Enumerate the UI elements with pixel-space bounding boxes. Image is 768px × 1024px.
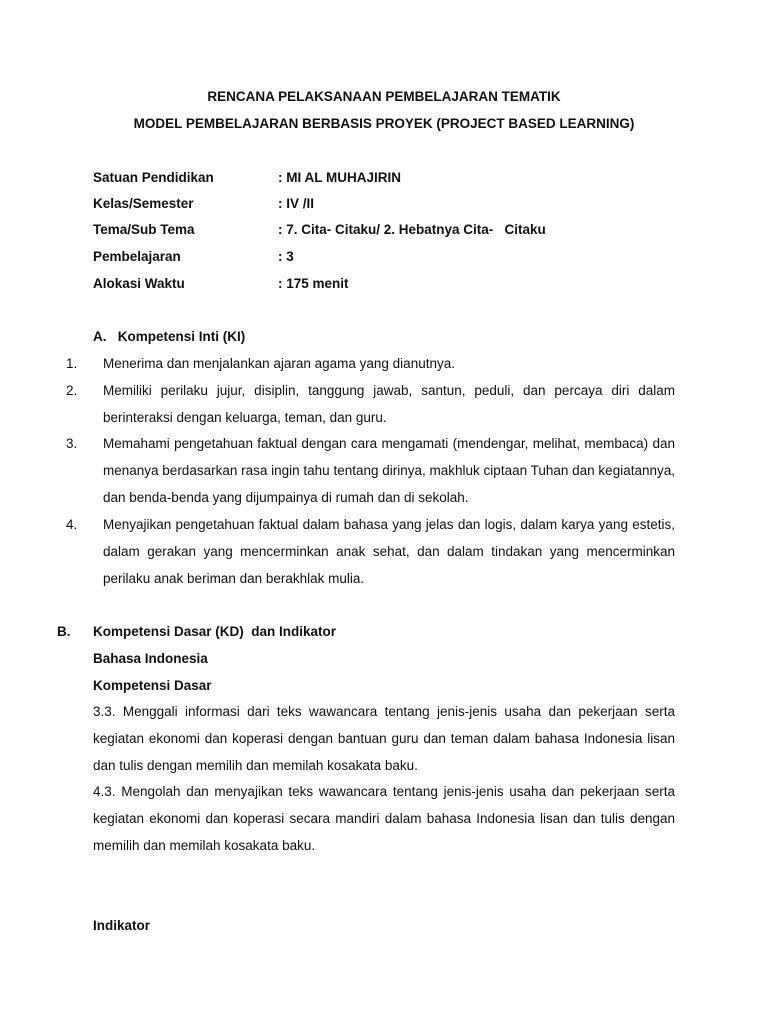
list-number: 1. [66,356,78,371]
identity-value: : IV /II [278,196,315,211]
kd-item: 4.3. Mengolah dan menyajikan teks wawancara tentang jenis-jenis usaha dan pekerjaan serta kegiatan ekonomi dan koperasi secara mandiri dalam bahasa Indonesia lisan dan tulis dengan memilih dan memilah kosakata baku. [93,784,675,853]
list-text: Menyajikan pengetahuan faktual dalam bahasa yang jelas dan logis, dalam karya yang estetis, dalam gerakan yang mencerminkan anak sehat, dan dalam tindakan yang mencerminkan perilaku anak beriman dan berakhlak mulia. [103,517,675,586]
kd-item: 3.3. Menggali informasi dari teks wawancara tentang jenis-jenis usaha dan pekerjaan serta kegiatan ekonomi dan koperasi dengan bantuan guru dan teman dalam bahasa Indonesia lisan dan tulis dengan memilih dan memilah kosakata baku. [93,704,675,773]
kd-heading: Kompetensi Dasar [93,678,212,693]
section-b-letter: B. [57,624,71,639]
document-subtitle: MODEL PEMBELAJARAN BERBASIS PROYEK (PROJECT BASED LEARNING) [133,116,635,131]
identity-value: : 175 menit [278,276,349,291]
identity-value: : MI AL MUHAJIRIN [278,170,401,185]
identity-value: : 3 [278,249,294,264]
identity-label: Pembelajaran [93,249,181,264]
list-number: 2. [66,383,78,398]
identity-value: : 7. Cita- Citaku/ 2. Hebatnya Cita- Citaku [278,222,546,237]
list-number: 4. [66,517,78,532]
identity-label: Alokasi Waktu [93,276,185,291]
document-title: RENCANA PELAKSANAAN PEMBELAJARAN TEMATIK [207,89,561,104]
list-text: Memiliki perilaku jujur, disiplin, tanggung jawab, santun, peduli, dan percaya diri dalam berinteraksi dengan keluarga, teman, dan guru. [103,383,675,425]
indikator-heading: Indikator [93,918,151,933]
section-b-heading: Kompetensi Dasar (KD) dan Indikator [93,624,337,639]
identity-label: Tema/Sub Tema [93,222,195,237]
list-number: 3. [66,436,78,451]
subject-heading: Bahasa Indonesia [93,651,208,666]
list-text: Menerima dan menjalankan ajaran agama yang dianutnya. [103,356,455,371]
list-text: Memahami pengetahuan faktual dengan cara mengamati (mendengar, melihat, membaca) dan menanya berdasarkan rasa ingin tahu tentang dirinya, makhluk ciptaan Tuhan dan kegiatannya, dan benda-benda yang dijumpainya di rumah dan di sekolah. [103,436,675,505]
identity-label: Satuan Pendidikan [93,170,214,185]
section-a-heading: A. Kompetensi Inti (KI) [93,329,246,344]
identity-label: Kelas/Semester [93,196,194,211]
